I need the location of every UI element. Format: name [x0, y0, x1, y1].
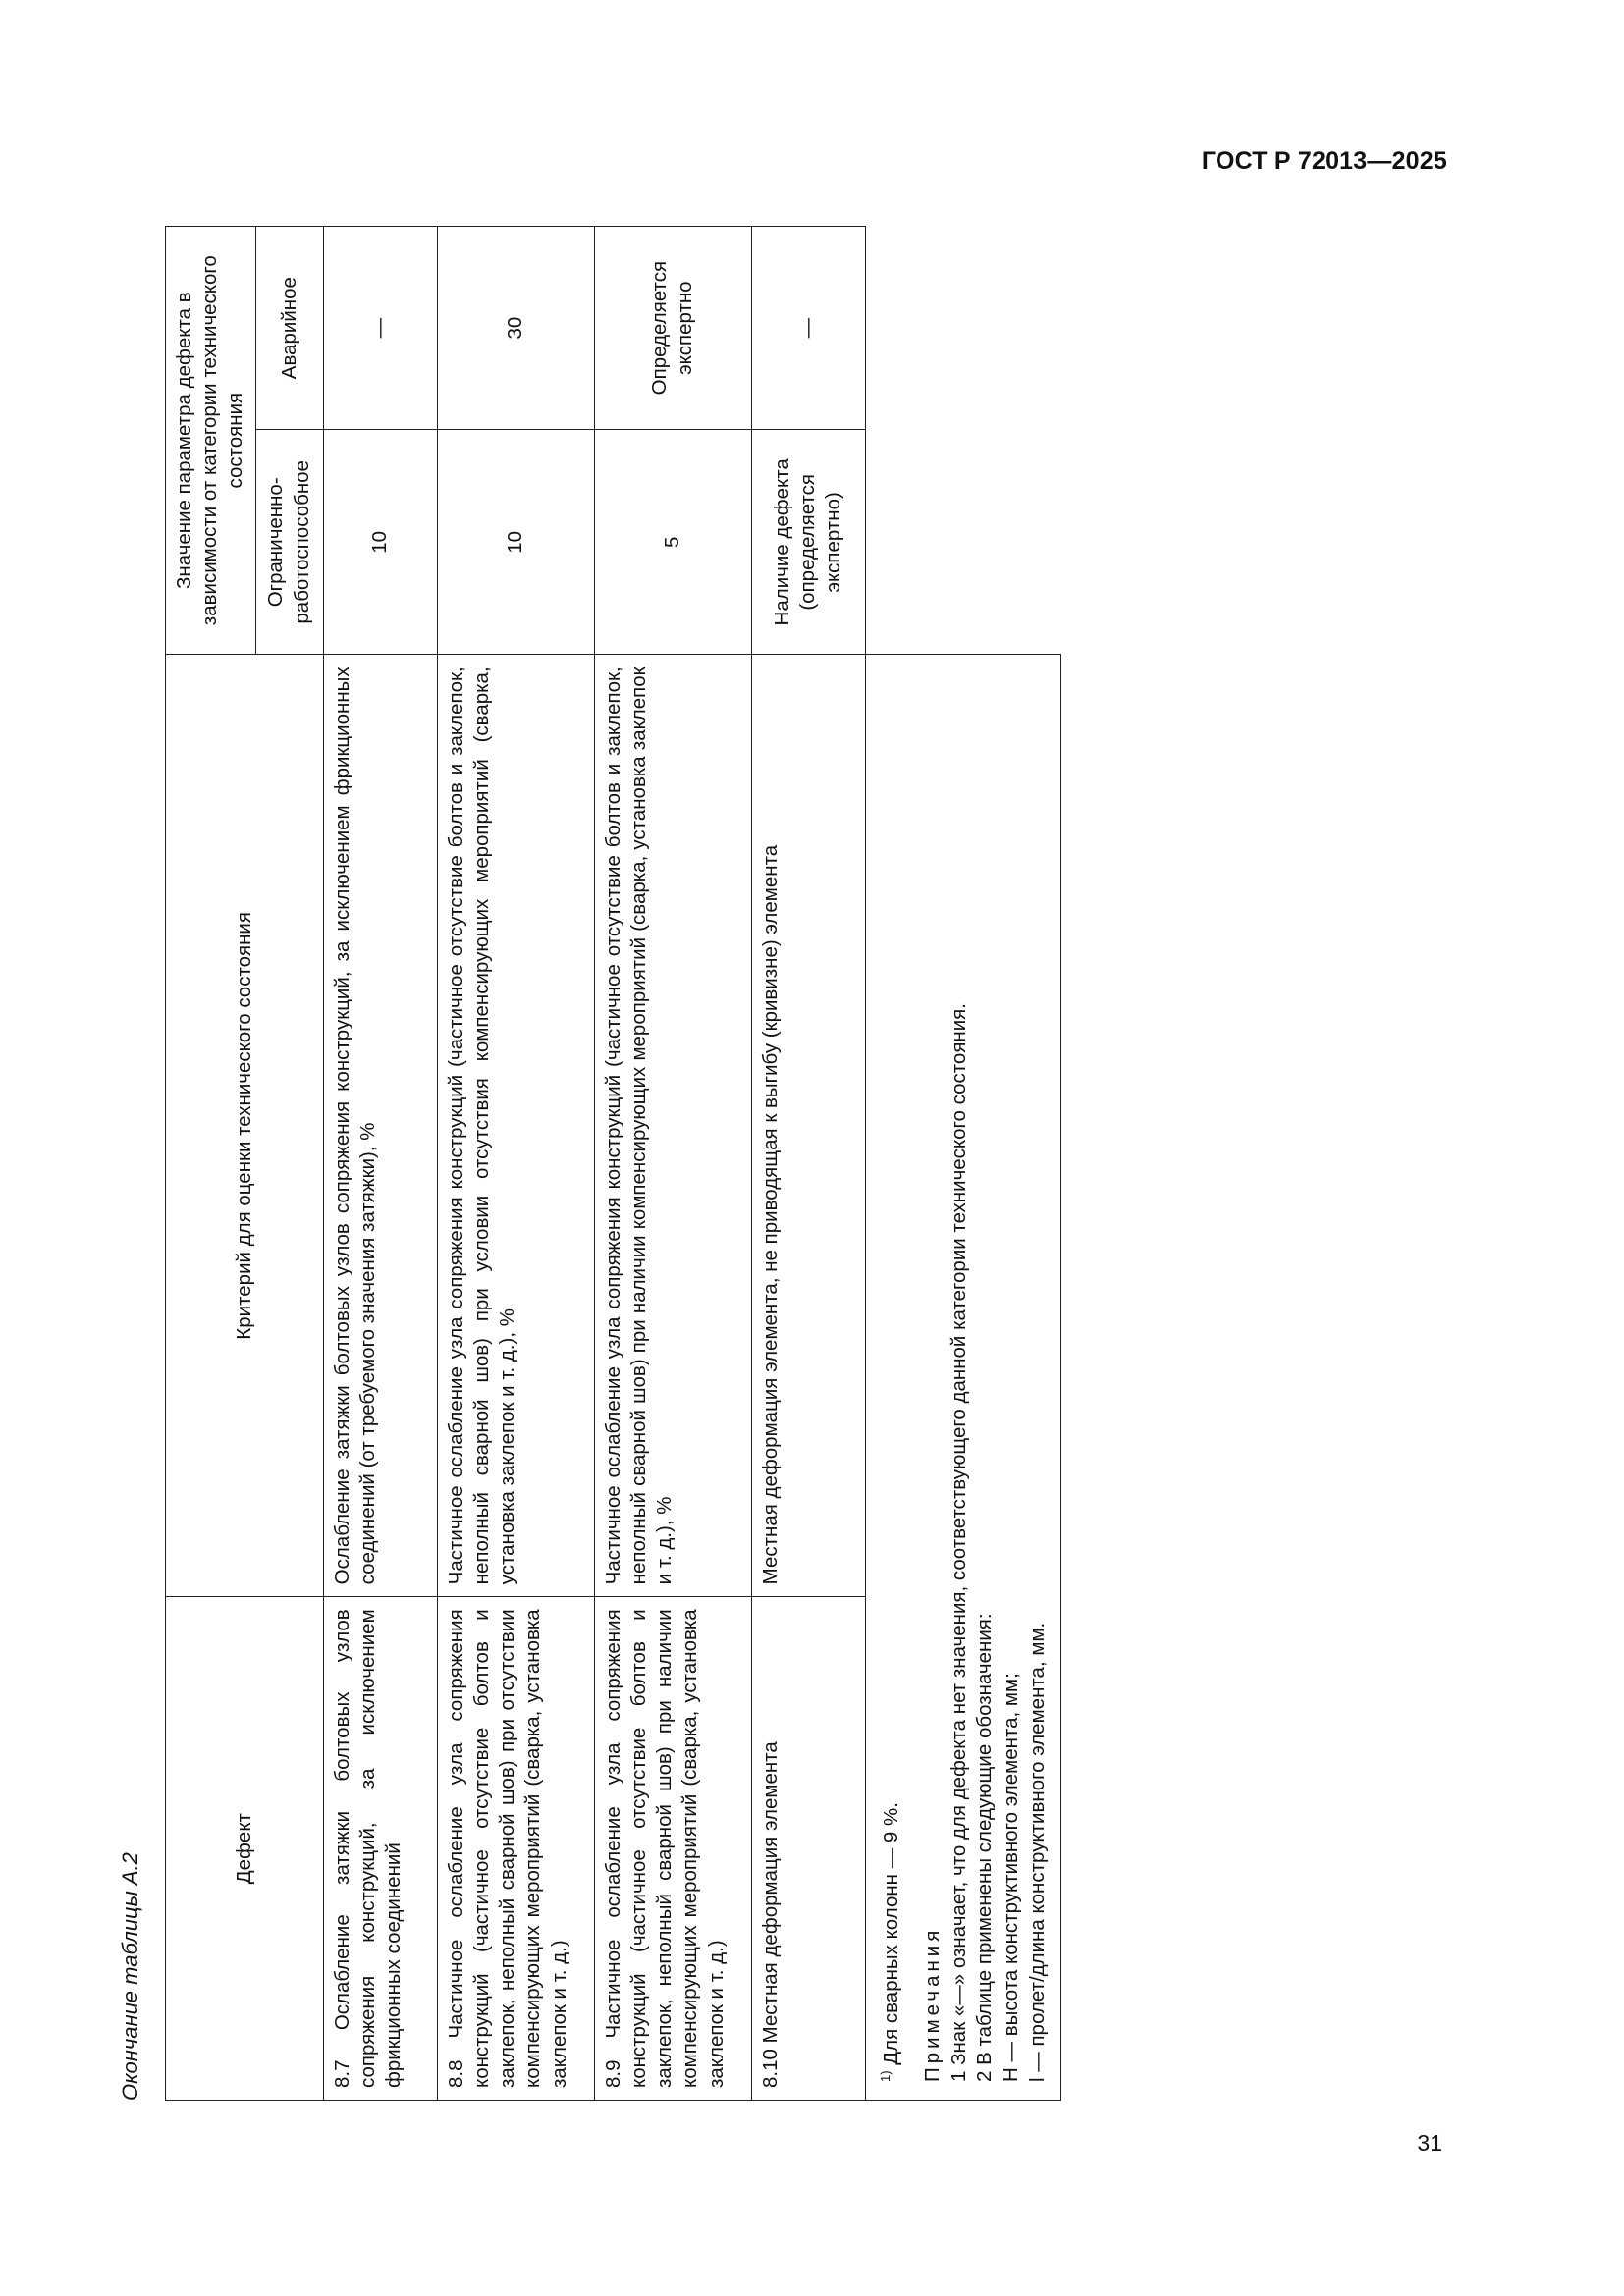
note-item: H — высота конструктивного элемента, мм; — [1000, 1673, 1023, 2082]
criterion-cell: Частичное ослабление узла сопряжения конструкций (частичное отсутствие болтов и заклепок, неполный сварной шов) при наличии компенсирующих мероприятий (сварка, установка заклепок и т. д.), % — [594, 655, 751, 1597]
notes-title: Примечания — [921, 1926, 945, 2082]
defect-cell: 8.8 Частичное ослабление узла сопряжения конструкций (частичное отсутствие болтов и заклепок, неполный сварной шов) при отсутствии компенсирующих мероприятий (сварка, установка заклепок и т. д.) — [437, 1597, 594, 2101]
footnote-text: Для сварных колонн — 9 %. — [879, 1802, 902, 2071]
criterion-cell: Частичное ослабление узла сопряжения конструкций (частичное отсутствие болтов и заклепок, неполный сварной шов) при условии отсутствия компенсирующих мероприятий (сварка, установка заклепок и т. д.), % — [437, 655, 594, 1597]
footnote-mark: 1) — [877, 2070, 893, 2082]
table-header-row — [166, 227, 256, 2101]
header-criterion: Критерий для оценки технического состояния — [166, 655, 324, 1597]
emergency-value-cell: — — [751, 227, 865, 430]
header-emergency: Аварийное — [255, 227, 323, 430]
criterion-cell: Местная деформация элемента, не приводящая к выгибу (кривизне) элемента — [751, 655, 865, 1597]
emergency-value-cell: Определяется экспертно — [594, 227, 751, 430]
note-item: l — пролет/длина конструктивного элемента, мм. — [1025, 1622, 1049, 2082]
header-value-group: Значение параметра дефекта в зависимости от категории технического состояния — [166, 227, 256, 655]
limited-value-cell: 5 — [594, 430, 751, 655]
criterion-cell: Ослабление затяжки болтовых узлов сопряжения конструкций, за исключением фрикционных соединений (от требуемого значения затяжки), % — [323, 655, 437, 1597]
defect-cell: 8.10 Местная деформация элемента — [751, 1597, 865, 2101]
limited-value-cell: 10 — [323, 430, 437, 655]
notes-cell — [865, 655, 1061, 2101]
note-item: 2 В таблице применены следующие обозначения: — [973, 1613, 997, 2082]
page-number: 31 — [1417, 2130, 1442, 2156]
footnote — [878, 667, 904, 2082]
table-row — [594, 227, 751, 2101]
defects-table — [165, 226, 1061, 2101]
table-row — [323, 227, 437, 2101]
rotated-table-page — [98, 191, 1159, 2155]
limited-value-cell: 10 — [437, 430, 594, 655]
emergency-value-cell: 30 — [437, 227, 594, 430]
defect-cell: 8.9 Частичное ослабление узла сопряжения конструкций (частичное отсутствие болтов и заклепок, неполный сварной шов) при наличии компенсирующих мероприятий (сварка, установка заклепок и т. д.) — [594, 1597, 751, 2101]
document-code: ГОСТ Р 72013—2025 — [1201, 147, 1447, 175]
table-caption: Окончание таблицы А.2 — [118, 1852, 142, 2101]
header-defect: Дефект — [166, 1597, 324, 2101]
notes-row — [865, 227, 1061, 2101]
table-row — [751, 227, 865, 2101]
limited-value-cell: Наличие дефекта (определяется экспертно) — [751, 430, 865, 655]
defect-cell: 8.7 Ослабление затяжки болтовых узлов сопряжения конструкций, за исключением фрикционных соединений — [323, 1597, 437, 2101]
note-item: 1 Знак «—» означает, что для дефекта нет значения, соответствующего данной категории технического состояния. — [947, 1003, 970, 2082]
header-limited: Ограниченно-работоспособное — [255, 430, 323, 655]
table-row — [437, 227, 594, 2101]
emergency-value-cell: — — [323, 227, 437, 430]
